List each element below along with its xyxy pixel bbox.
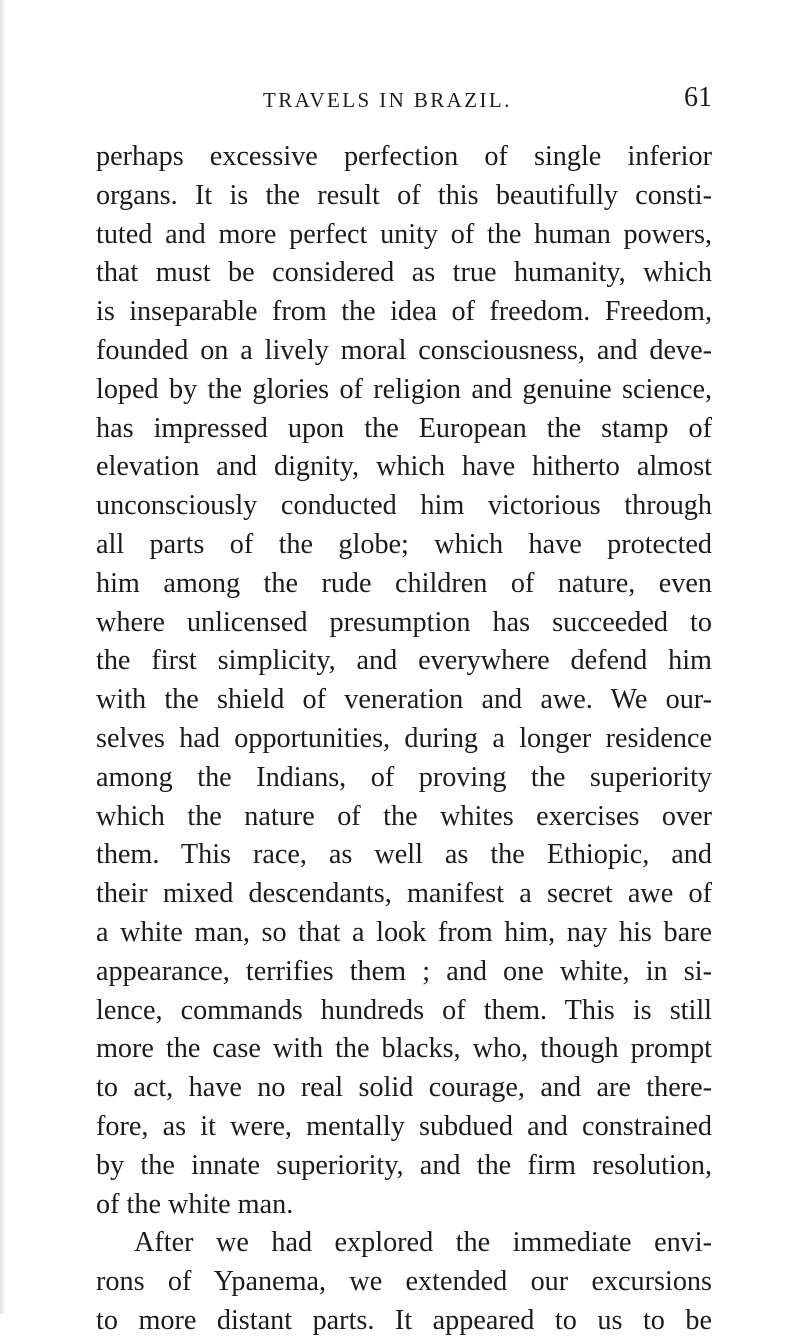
- text-line: After we had explored the immediate envi-: [134, 1227, 712, 1259]
- body-text: [96, 138, 712, 1341]
- page-edge-shadow: [0, 0, 6, 1314]
- text-line: selves had opportunities, during a longer residence: [96, 722, 712, 754]
- text-line: lence, commands hundreds of them. This is still: [96, 994, 712, 1026]
- text-line: of the white man.: [96, 1188, 294, 1220]
- text-line: to act, have no real solid courage, and are there-: [96, 1072, 712, 1104]
- text-line: their mixed descendants, manifest a secret awe of: [96, 878, 712, 910]
- text-line: which the nature of the whites exercises over: [96, 800, 712, 832]
- text-line: him among the rude children of nature, even: [96, 567, 712, 599]
- running-title: TRAVELS IN BRAZIL.: [263, 88, 512, 112]
- text-line: more the case with the blacks, who, though prompt: [96, 1033, 712, 1065]
- text-line: is inseparable from the idea of freedom. Freedom,: [96, 296, 712, 328]
- text-line: unconsciously conducted him victorious through: [96, 490, 712, 522]
- text-line: that must be considered as true humanity, which: [96, 257, 712, 289]
- text-line: a white man, so that a look from him, nay his bare: [96, 916, 712, 948]
- running-head: [96, 82, 712, 118]
- text-line: founded on a lively moral consciousness, and deve-: [96, 334, 712, 366]
- paragraph-1: [96, 138, 712, 1224]
- text-line: fore, as it were, mentally subdued and constrained: [96, 1110, 712, 1142]
- page-number: 61: [684, 82, 712, 113]
- text-line: to more distant parts. It appeared to us to be: [96, 1304, 712, 1336]
- text-line: with the shield of veneration and awe. We our-: [96, 684, 712, 716]
- text-line: organs. It is the result of this beautifully consti-: [96, 179, 712, 211]
- text-line: loped by the glories of religion and genuine science,: [96, 373, 712, 405]
- text-line: tuted and more perfect unity of the human powers,: [96, 218, 712, 250]
- text-line: among the Indians, of proving the superiority: [96, 761, 712, 793]
- text-line: by the innate superiority, and the firm resolution,: [96, 1149, 712, 1181]
- text-line: where unlicensed presumption has succeeded to: [96, 606, 712, 638]
- text-line: elevation and dignity, which have hitherto almost: [96, 451, 712, 483]
- paragraph-2: [96, 1224, 712, 1340]
- text-line: the first simplicity, and everywhere defend him: [96, 645, 712, 677]
- text-line: has impressed upon the European the stamp of: [96, 412, 712, 444]
- text-line: appearance, terrifies them ; and one white, in si-: [96, 955, 712, 987]
- text-line: them. This race, as well as the Ethiopic, and: [96, 839, 712, 871]
- text-line: rons of Ypanema, we extended our excursions: [96, 1266, 712, 1298]
- text-line: perhaps excessive perfection of single inferior: [96, 141, 712, 172]
- text-line: all parts of the globe; which have protected: [96, 528, 712, 560]
